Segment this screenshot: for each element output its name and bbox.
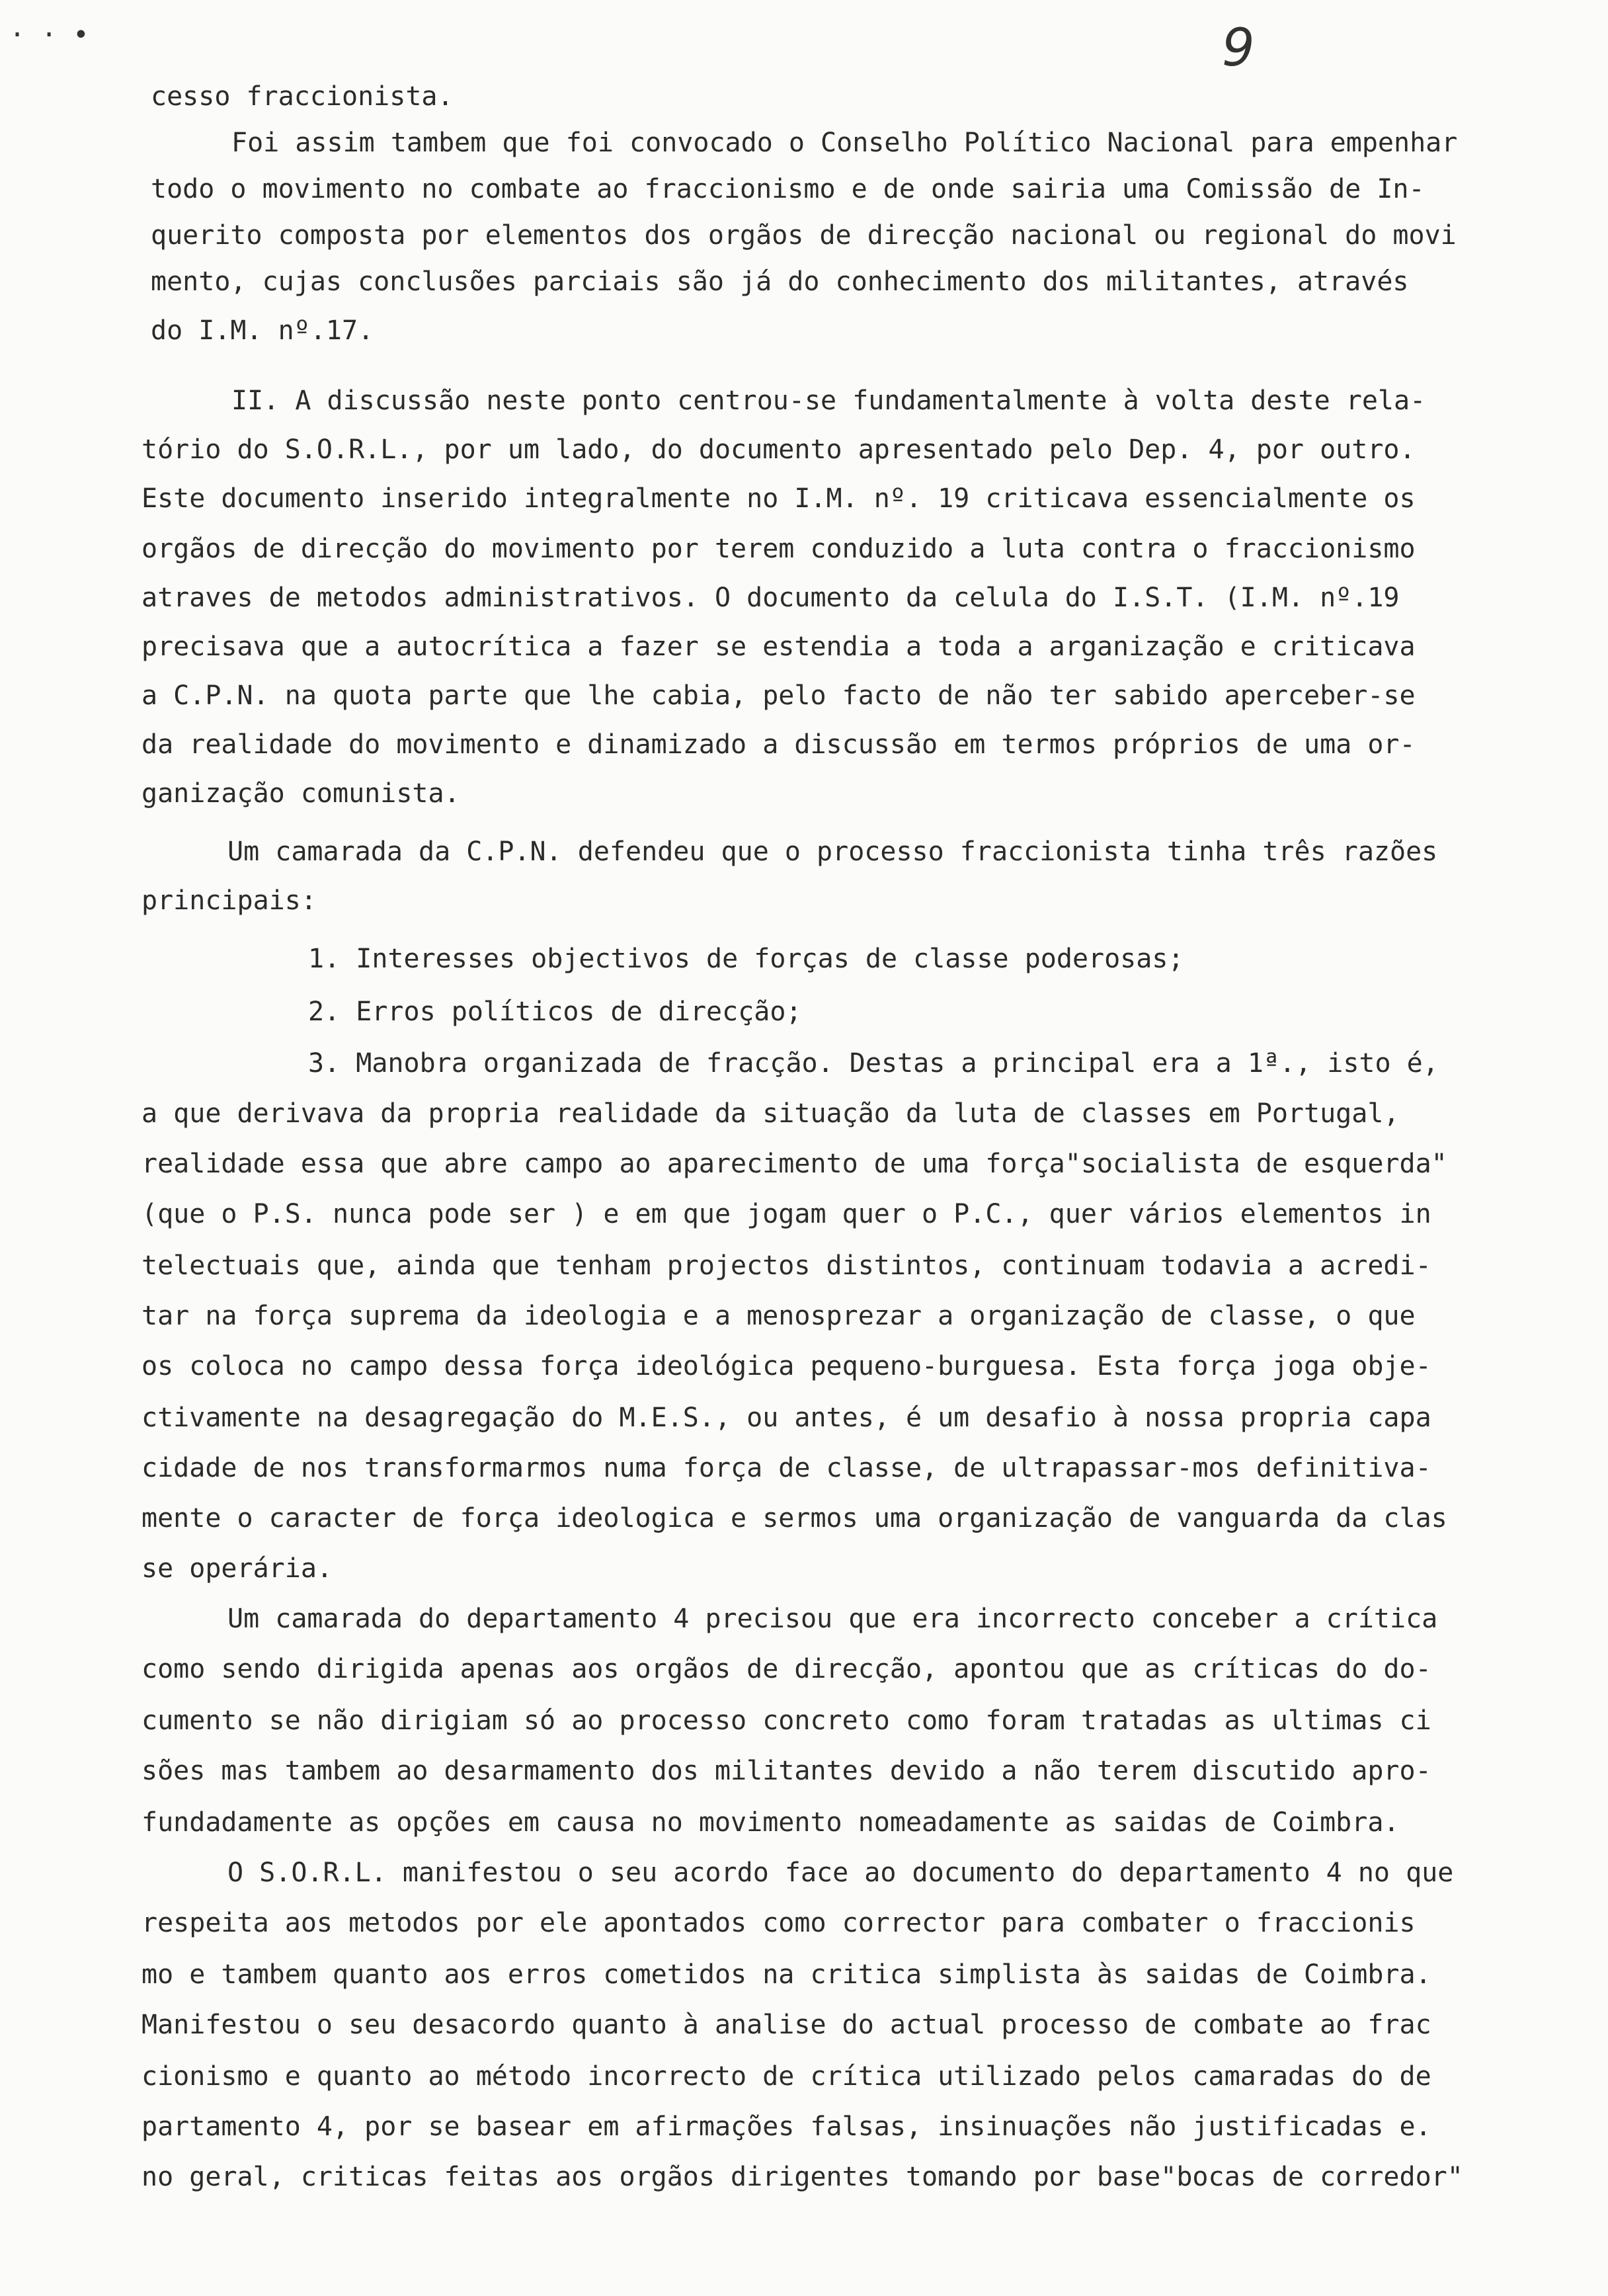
text-line: precisava que a autocrítica a fazer se estendia a toda a arganização e criticava	[141, 632, 1416, 662]
text-line: no geral, criticas feitas aos orgãos dirigentes tomando por base"bocas de corredor"	[141, 2162, 1463, 2192]
text-line: do I.M. nº.17.	[151, 315, 374, 346]
text-line: Este documento inserido integralmente no I.M. nº. 19 criticava essencialmente os	[141, 483, 1416, 514]
text-line: fundadamente as opções em causa no movimento nomeadamente as saidas de Coimbra.	[141, 1807, 1400, 1838]
text-line: mo e tambem quanto aos erros cometidos na critica simplista às saidas de Coimbra.	[141, 1959, 1431, 1990]
text-line: cidade de nos transformarmos numa força de classe, de ultrapassar-mos definitiva-	[141, 1453, 1431, 1483]
page-number: 9	[1222, 19, 1255, 78]
text-line: cionismo e quanto ao método incorrecto de crítica utilizado pelos camaradas do de	[141, 2061, 1431, 2092]
text-line: mente o caracter de força ideologica e sermos uma organização de vanguarda da clas	[141, 1503, 1447, 1534]
text-line: respeita aos metodos por ele apontados como corrector para combater o fraccionis	[141, 1908, 1416, 1938]
text-line: a C.P.N. na quota parte que lhe cabia, pelo facto de não ter sabido aperceber-se	[141, 680, 1416, 711]
list-item: 2. Erros políticos de direcção;	[308, 997, 802, 1027]
text-line: Foi assim tambem que foi convocado o Conselho Político Nacional para empenhar	[231, 128, 1458, 158]
text-line: cumento se não dirigiam só ao processo concreto como foram tratadas as ultimas ci	[141, 1705, 1431, 1736]
text-line: os coloca no campo dessa força ideológica pequeno-burguesa. Esta força joga obje-	[141, 1351, 1431, 1381]
text-line: O S.O.R.L. manifestou o seu acordo face ao documento do departamento 4 no que	[227, 1858, 1454, 1888]
list-item: 1. Interesses objectivos de forças de classe poderosas;	[308, 944, 1184, 974]
text-line: sões mas tambem ao desarmamento dos militantes devido a não terem discutido apro-	[141, 1756, 1431, 1786]
text-line: cesso fraccionista.	[151, 81, 454, 112]
text-line: atraves de metodos administrativos. O documento da celula do I.S.T. (I.M. nº.19	[141, 583, 1400, 613]
corner-mark: · · •	[9, 20, 89, 50]
text-line: Um camarada da C.P.N. defendeu que o processo fraccionista tinha três razões	[227, 837, 1438, 867]
text-line: a que derivava da propria realidade da situação da luta de classes em Portugal,	[141, 1098, 1400, 1129]
text-line: (que o P.S. nunca pode ser ) e em que jogam quer o P.C., quer vários elementos in	[141, 1199, 1431, 1229]
text-line: tório do S.O.R.L., por um lado, do documento apresentado pelo Dep. 4, por outro.	[141, 434, 1416, 465]
text-line: partamento 4, por se basear em afirmações falsas, insinuações não justificadas e.	[141, 2112, 1431, 2142]
text-line: telectuais que, ainda que tenham projectos distintos, continuam todavia a acredi-	[141, 1250, 1431, 1281]
text-line: Manifestou o seu desacordo quanto à analise do actual processo de combate ao frac	[141, 2010, 1431, 2040]
text-line: principais:	[141, 885, 317, 916]
text-line: se operária.	[141, 1553, 333, 1584]
text-line: II. A discussão neste ponto centrou-se fundamentalmente à volta deste rela-	[231, 386, 1426, 416]
text-line: ganização comunista.	[141, 778, 460, 809]
text-line: como sendo dirigida apenas aos orgãos de direcção, apontou que as críticas do do-	[141, 1654, 1431, 1684]
text-line: da realidade do movimento e dinamizado a discussão em termos próprios de uma or-	[141, 729, 1416, 760]
text-line: realidade essa que abre campo ao aparecimento de uma força"socialista de esquerda"	[141, 1149, 1447, 1179]
text-line: mento, cujas conclusões parciais são já do conhecimento dos militantes, através	[151, 266, 1409, 297]
text-line: Um camarada do departamento 4 precisou que era incorrecto conceber a crítica	[227, 1604, 1438, 1634]
text-line: todo o movimento no combate ao fraccionismo e de onde sairia uma Comissão de In-	[151, 174, 1425, 204]
list-item: 3. Manobra organizada de fracção. Destas a principal era a 1ª., isto é,	[308, 1048, 1439, 1079]
text-line: orgãos de direcção do movimento por terem conduzido a luta contra o fraccionismo	[141, 534, 1416, 564]
text-line: querito composta por elementos dos orgãos de direcção nacional ou regional do movi	[151, 220, 1457, 251]
text-line: ctivamente na desagregação do M.E.S., ou antes, é um desafio à nossa propria capa	[141, 1403, 1431, 1433]
text-line: tar na força suprema da ideologia e a menosprezar a organização de classe, o que	[141, 1301, 1416, 1331]
